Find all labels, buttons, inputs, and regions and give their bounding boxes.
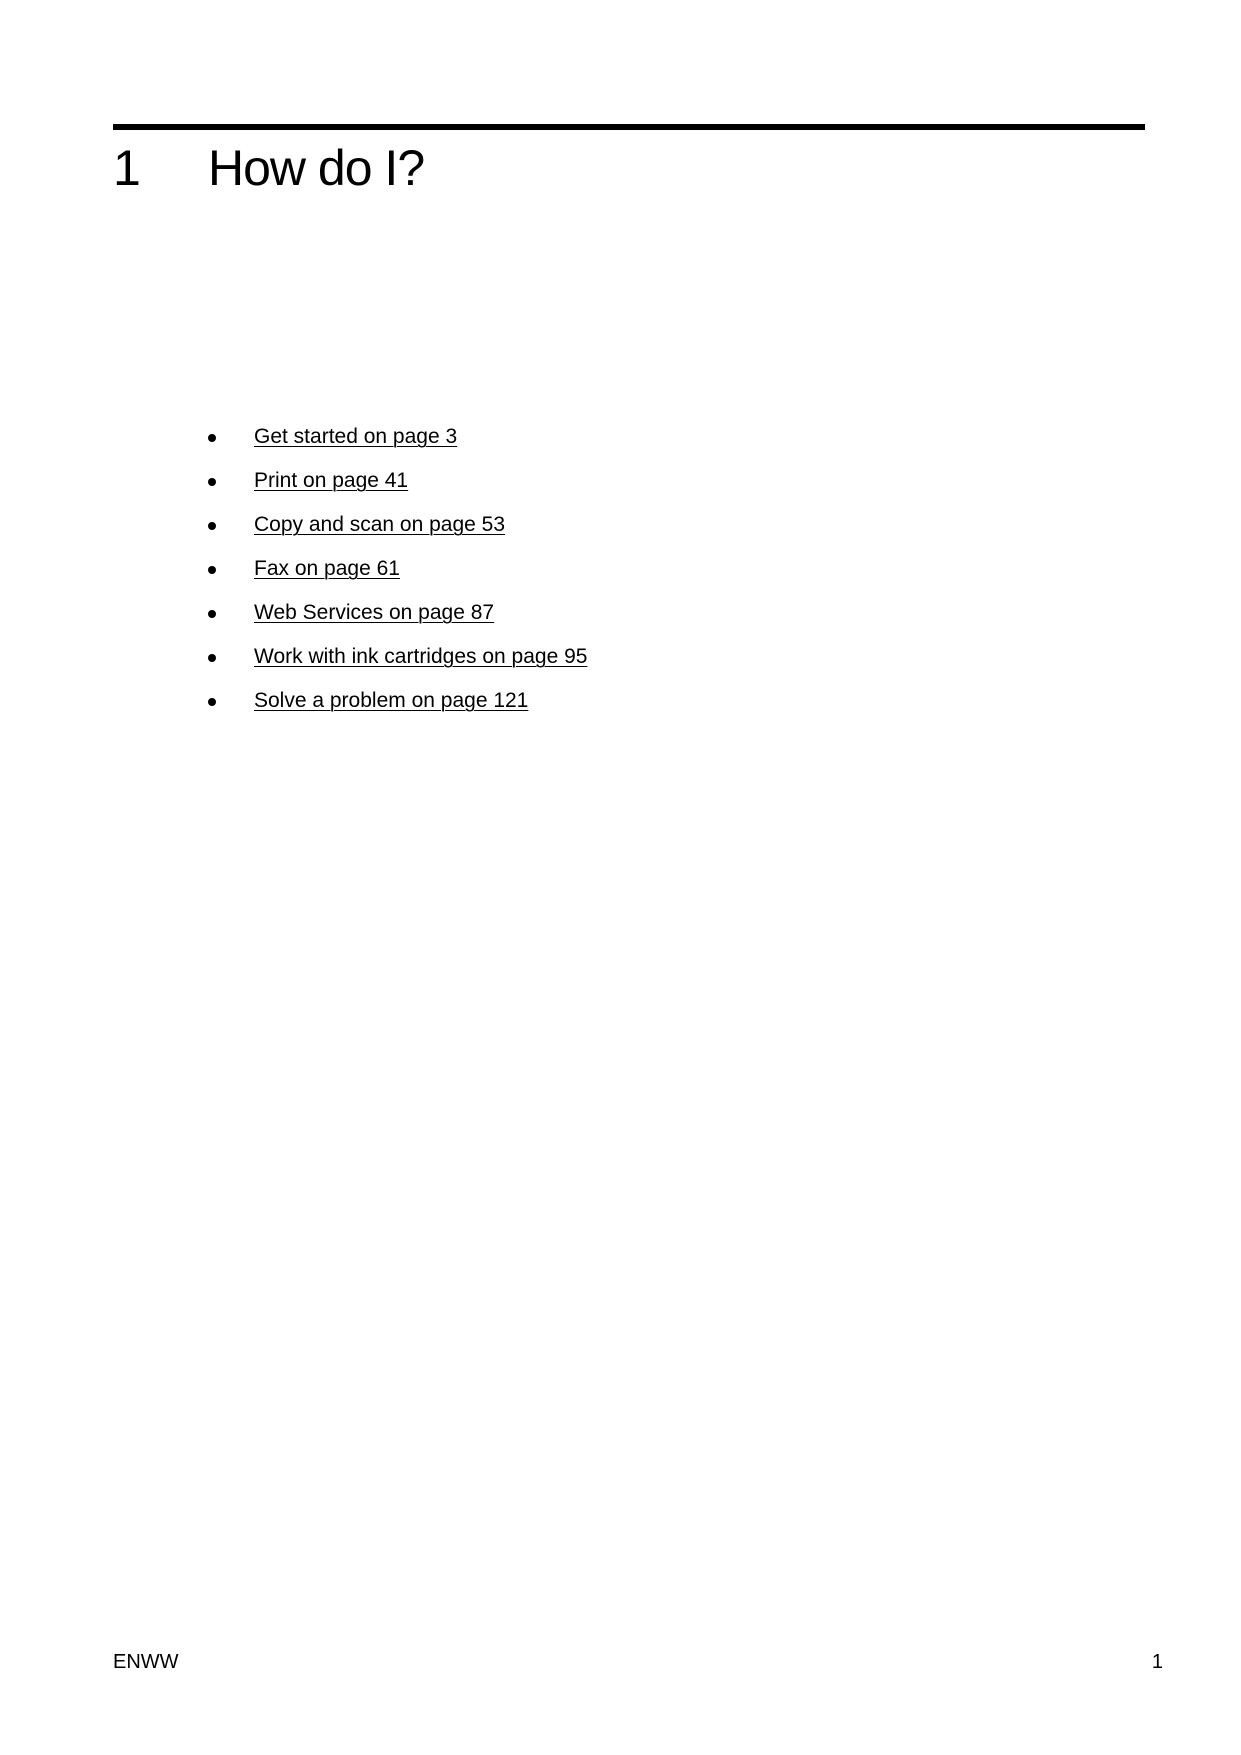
bullet-icon <box>208 654 216 662</box>
bullet-icon <box>208 434 216 442</box>
link-get-started[interactable]: Get started on page 3 <box>254 425 458 448</box>
chapter-header-rule <box>113 124 1145 130</box>
chapter-title: How do I? <box>208 140 425 196</box>
link-web-services[interactable]: Web Services on page 87 <box>254 601 495 624</box>
link-copy-and-scan[interactable]: Copy and scan on page 53 <box>254 513 506 536</box>
bullet-icon <box>208 522 216 530</box>
bullet-icon <box>208 478 216 486</box>
link-ink-cartridges[interactable]: Work with ink cartridges on page 95 <box>254 645 588 668</box>
link-print[interactable]: Print on page 41 <box>254 469 409 492</box>
page-number: 1 <box>1151 1651 1163 1673</box>
link-fax[interactable]: Fax on page 61 <box>254 557 400 580</box>
link-solve-a-problem[interactable]: Solve a problem on page 121 <box>254 689 529 712</box>
footer-label: ENWW <box>113 1651 179 1673</box>
bullet-icon <box>208 610 216 618</box>
bullet-icon <box>208 566 216 574</box>
chapter-number: 1 <box>113 140 140 196</box>
bullet-icon <box>208 698 216 706</box>
